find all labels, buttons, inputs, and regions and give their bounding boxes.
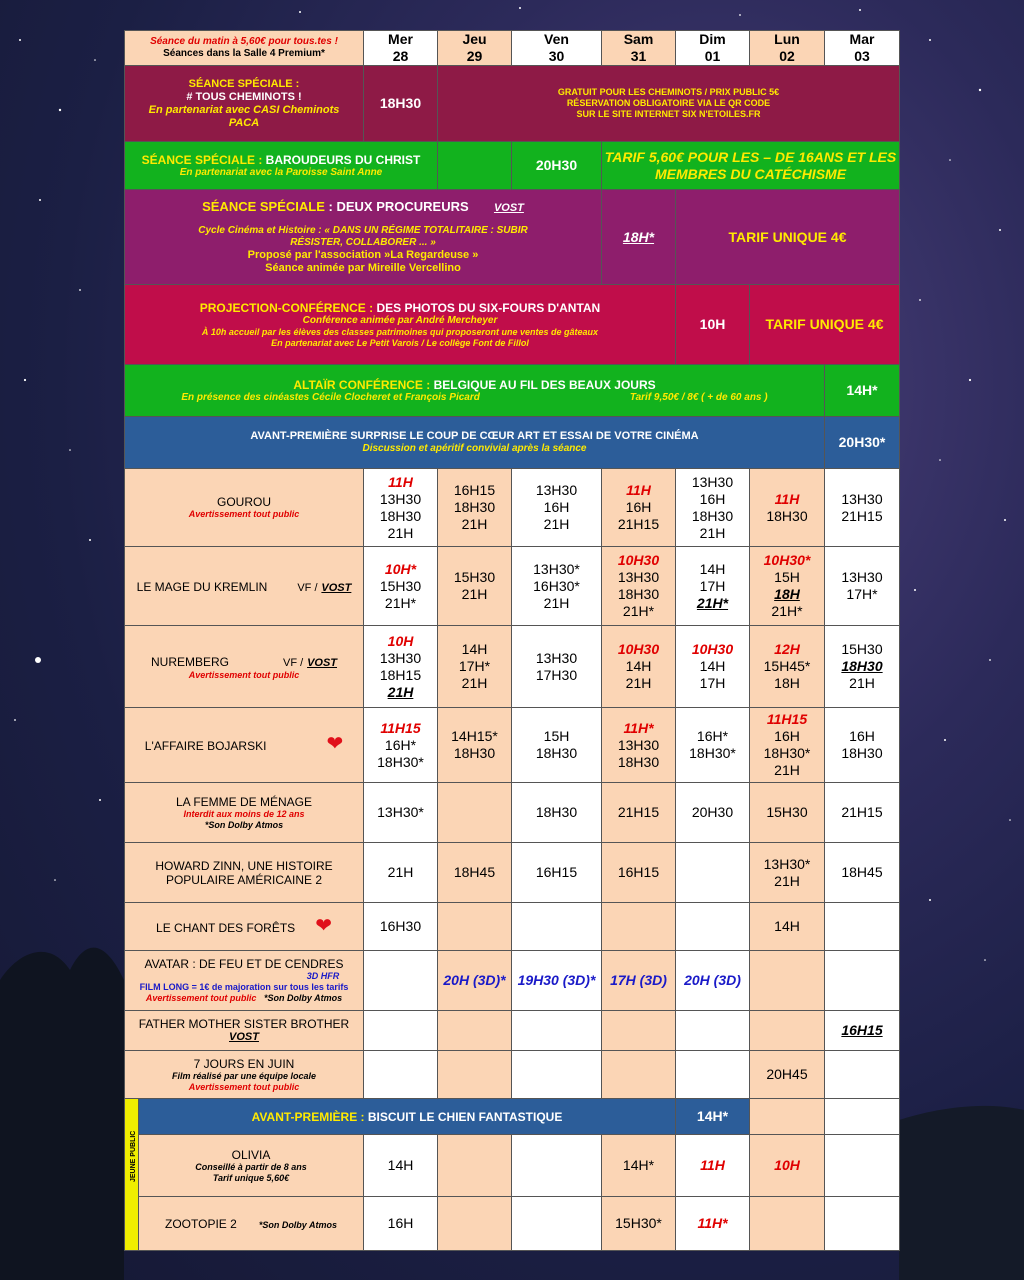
showtimes-chant-mon: 14H	[750, 903, 825, 951]
film-row-nuremberg	[125, 626, 900, 708]
day-header-mon: Lun 02	[750, 31, 825, 66]
showtimes-bojarski-thu: 14H15* 18H30	[438, 708, 512, 783]
showtimes-mage-sat: 10H30 13H30 18H30 21H*	[602, 547, 676, 626]
film-row-mage-du-kremlin	[125, 547, 900, 626]
film-row-zootopie	[125, 1197, 900, 1251]
showtimes-zootopie-sat: 15H30*	[602, 1197, 676, 1251]
showtimes-juin-mon: 20H45	[750, 1051, 825, 1099]
showtimes-bojarski-sat: 11H* 13H30 18H30	[602, 708, 676, 783]
sixfours-time: 10H	[676, 285, 750, 365]
special-baroudeurs-row	[125, 142, 900, 190]
showtimes-bojarski-sun: 16H* 18H30*	[676, 708, 750, 783]
film-title-avatar: AVATAR : DE FEU ET DE CENDRES 3D HFR FILM LONG = 1€ de majoration sur tous les tarifs Avertissement tout public *Son Dolby Atmos	[125, 951, 364, 1011]
showtimes-nuremberg-thu: 14H 17H* 21H	[438, 626, 512, 708]
showtimes-chant-wed: 16H30	[364, 903, 438, 951]
day-header-sun: Dim 01	[676, 31, 750, 66]
cheminots-pricing: GRATUIT POUR LES CHEMINOTS / PRIX PUBLIC 5€ RÉSERVATION OBLIGATOIRE VIA LE QR CODE SUR LE SITE INTERNET SIX N'ETOILES.FR	[438, 66, 900, 142]
showtimes-gourou-sun: 13H30 16H 18H30 21H	[676, 469, 750, 547]
film-title-father-mother-sister-brother: FATHER MOTHER SISTER BROTHER VOST	[125, 1011, 364, 1051]
showtimes-gourou-fri: 13H30 16H 21H	[512, 469, 602, 547]
day-header-sat: Sam 31	[602, 31, 676, 66]
showtimes-olivia-sun: 11H	[676, 1135, 750, 1197]
showtimes-nuremberg-fri: 13H30 17H30	[512, 626, 602, 708]
film-title-chant-des-forets: LE CHANT DES FORÊTS ❤	[125, 903, 364, 951]
film-title-howard-zinn: HOWARD ZINN, UNE HISTOIRE POPULAIRE AMÉRICAINE 2	[125, 843, 364, 903]
jeune-public-bar	[125, 1099, 139, 1251]
showtimes-mage-tue: 13H30 17H*	[825, 547, 900, 626]
showtimes-bojarski-wed: 11H15 16H* 18H30*	[364, 708, 438, 783]
showtimes-olivia-wed: 14H	[364, 1135, 438, 1197]
showtimes-mage-mon: 10H30* 15H 18H 21H*	[750, 547, 825, 626]
day-header-tue: Mar 03	[825, 31, 900, 66]
heart-icon: ❤	[315, 914, 332, 937]
showtimes-gourou-sat: 11H 16H 21H15	[602, 469, 676, 547]
film-row-father-mother-sister-brother	[125, 1011, 900, 1051]
showtimes-menage-mon: 15H30	[750, 783, 825, 843]
film-row-biscuit	[125, 1099, 900, 1135]
showtimes-zinn-fri: 16H15	[512, 843, 602, 903]
film-title-gourou: GOUROU Avertissement tout public	[125, 469, 364, 547]
showtimes-zootopie-sun: 11H*	[676, 1197, 750, 1251]
showtimes-menage-fri: 18H30	[512, 783, 602, 843]
film-row-affaire-bojarski	[125, 708, 900, 783]
procureurs-pricing: TARIF UNIQUE 4€	[676, 190, 900, 285]
showtimes-nuremberg-sat: 10H30 14H 21H	[602, 626, 676, 708]
cheminots-time: 18H30	[364, 66, 438, 142]
schedule-table	[124, 30, 900, 1251]
showtimes-zinn-mon: 13H30* 21H	[750, 843, 825, 903]
cheminots-info: SÉANCE SPÉCIALE : # TOUS CHEMINOTS ! En partenariat avec CASI Cheminots PACA	[125, 66, 364, 142]
showtimes-menage-tue: 21H15	[825, 783, 900, 843]
film-title-femme-de-menage: LA FEMME DE MÉNAGE Interdit aux moins de 12 ans *Son Dolby Atmos	[125, 783, 364, 843]
film-title-affaire-bojarski: L'AFFAIRE BOJARSKI ❤	[125, 708, 364, 783]
day-header-fri: Ven 30	[512, 31, 602, 66]
film-row-chant-des-forets	[125, 903, 900, 951]
showtimes-mage-fri: 13H30* 16H30* 21H	[512, 547, 602, 626]
film-title-nuremberg: NUREMBERG VF / VOST Avertissement tout public	[125, 626, 364, 708]
showtimes-mage-sun: 14H 17H 21H*	[676, 547, 750, 626]
biscuit-time: 14H*	[676, 1099, 750, 1135]
showtimes-menage-sun: 20H30	[676, 783, 750, 843]
special-procureurs-row	[125, 190, 900, 285]
special-altair-row	[125, 365, 900, 417]
showtimes-nuremberg-mon: 12H 15H45* 18H	[750, 626, 825, 708]
showtimes-zinn-thu: 18H45	[438, 843, 512, 903]
avant-premiere-time: 20H30*	[825, 417, 900, 469]
showtimes-gourou-thu: 16H15 18H30 21H	[438, 469, 512, 547]
showtimes-avatar-sat: 17H (3D)	[602, 951, 676, 1011]
showtimes-zinn-wed: 21H	[364, 843, 438, 903]
special-avant-premiere-row	[125, 417, 900, 469]
showtimes-menage-sat: 21H15	[602, 783, 676, 843]
showtimes-zootopie-wed: 16H	[364, 1197, 438, 1251]
altair-info: ALTAÏR CONFÉRENCE : BELGIQUE AU FIL DES BEAUX JOURS En présence des cinéastes Cécile Clocheret et François Picard Tarif 9,50€ / 8€ ( + de 60 ans )	[125, 365, 825, 417]
film-title-zootopie: ZOOTOPIE 2 *Son Dolby Atmos	[139, 1197, 364, 1251]
showtimes-gourou-wed: 11H 13H30 18H30 21H	[364, 469, 438, 547]
baroudeurs-pricing: TARIF 5,60€ POUR LES – DE 16ANS ET LES MEMBRES DU CATÉCHISME	[602, 142, 900, 190]
film-row-femme-de-menage	[125, 783, 900, 843]
film-row-olivia	[125, 1135, 900, 1197]
showtimes-menage-wed: 13H30*	[364, 783, 438, 843]
film-title-7-jours-en-juin: 7 JOURS EN JUIN Film réalisé par une équipe locale Avertissement tout public	[125, 1051, 364, 1099]
showtimes-nuremberg-wed: 10H 13H30 18H15 21H	[364, 626, 438, 708]
jeune-public-label: JEUNE PUBLIC	[130, 1130, 137, 1182]
baroudeurs-time: 20H30	[512, 142, 602, 190]
sixfours-info: PROJECTION-CONFÉRENCE : DES PHOTOS DU SIX-FOURS D'ANTAN Conférence animée par André Mercheyer À 10h accueil par les élèves des classes patrimoines qui proposeront une ventes de gâteaux En partenariat avec Le Petit Varois / Le collège Font de Fillol	[125, 285, 676, 365]
avant-premiere-info: AVANT-PREMIÈRE SURPRISE LE COUP DE CŒUR ART ET ESSAI DE VOTRE CINÉMA Discussion et apéritif convivial après la séance	[125, 417, 825, 469]
showtimes-avatar-sun: 20H (3D)	[676, 951, 750, 1011]
film-row-7-jours-en-juin	[125, 1051, 900, 1099]
film-row-howard-zinn	[125, 843, 900, 903]
film-row-avatar	[125, 951, 900, 1011]
showtimes-gourou-tue: 13H30 21H15	[825, 469, 900, 547]
film-row-gourou	[125, 469, 900, 547]
showtimes-zinn-tue: 18H45	[825, 843, 900, 903]
showtimes-bojarski-tue: 16H 18H30	[825, 708, 900, 783]
showtimes-olivia-sat: 14H*	[602, 1135, 676, 1197]
showtimes-bojarski-mon: 11H15 16H 18H30* 21H	[750, 708, 825, 783]
showtimes-bojarski-fri: 15H 18H30	[512, 708, 602, 783]
film-title-olivia: OLIVIA Conseillé à partir de 8 ans Tarif unique 5,60€	[139, 1135, 364, 1197]
showtimes-olivia-mon: 10H	[750, 1135, 825, 1197]
special-cheminots-row	[125, 66, 900, 142]
biscuit-info: AVANT-PREMIÈRE : BISCUIT LE CHIEN FANTASTIQUE	[139, 1099, 676, 1135]
showtimes-fmsb-tue: 16H15	[825, 1011, 900, 1051]
showtimes-mage-thu: 15H30 21H	[438, 547, 512, 626]
showtimes-zinn-sat: 16H15	[602, 843, 676, 903]
showtimes-avatar-thu: 20H (3D)*	[438, 951, 512, 1011]
showtimes-nuremberg-sun: 10H30 14H 17H	[676, 626, 750, 708]
baroudeurs-info: SÉANCE SPÉCIALE : BAROUDEURS DU CHRIST En partenariat avec la Paroisse Saint Anne	[125, 142, 438, 190]
premium-room-note: Séances dans la Salle 4 Premium*	[163, 48, 325, 59]
header-notes	[125, 31, 364, 66]
header-row	[125, 31, 900, 66]
showtimes-gourou-mon: 11H 18H30	[750, 469, 825, 547]
showtimes-mage-wed: 10H* 15H30 21H*	[364, 547, 438, 626]
showtimes-avatar-fri: 19H30 (3D)*	[512, 951, 602, 1011]
altair-time: 14H*	[825, 365, 900, 417]
morning-price-note: Séance du matin à 5,60€ pour tous.tes !	[150, 36, 338, 47]
special-sixfours-row	[125, 285, 900, 365]
film-title-mage-du-kremlin: LE MAGE DU KREMLIN VF / VOST	[125, 547, 364, 626]
procureurs-time: 18H*	[602, 190, 676, 285]
procureurs-info: SÉANCE SPÉCIALE : DEUX PROCUREURS VOST Cycle Cinéma et Histoire : « DANS UN RÉGIME TOTALITAIRE : SUBIR RÉSISTER, COLLABORER ... » Proposé par l'association »La Regardeuse » Séance animée par Mireille Vercellino	[125, 190, 602, 285]
day-header-thu: Jeu 29	[438, 31, 512, 66]
sixfours-pricing: TARIF UNIQUE 4€	[750, 285, 900, 365]
showtimes-nuremberg-tue: 15H30 18H30 21H	[825, 626, 900, 708]
heart-icon: ❤	[326, 733, 344, 755]
day-header-wed: Mer 28	[364, 31, 438, 66]
